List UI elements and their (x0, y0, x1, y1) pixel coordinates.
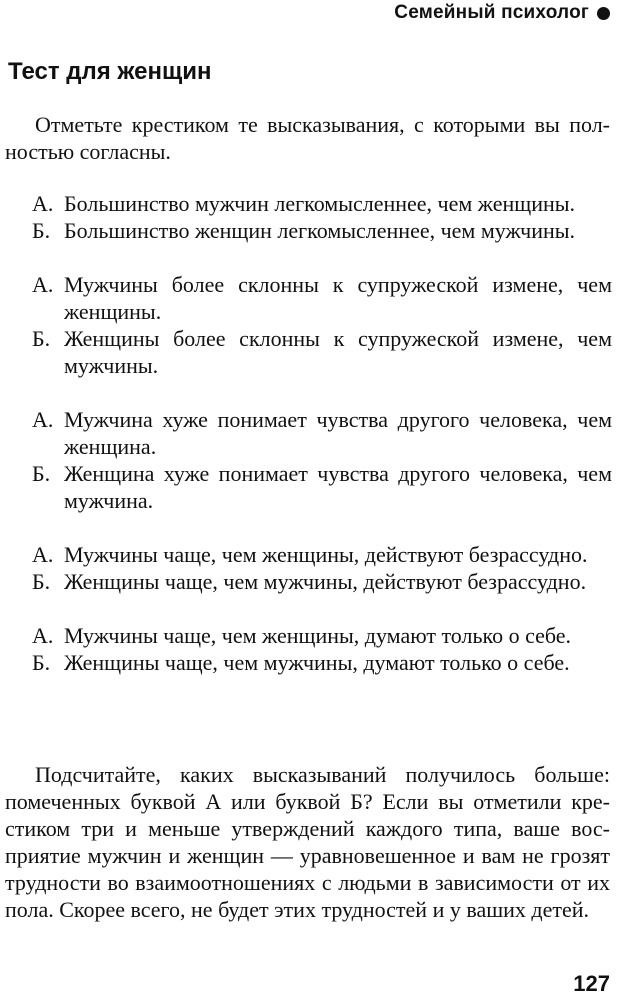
statement-letter: Б. (32, 650, 51, 675)
statement-pair-2 (32, 271, 612, 379)
statement-a (32, 190, 612, 217)
statement-b (32, 568, 612, 595)
running-head (394, 2, 610, 24)
statement-text: Мужчины чаще, чем женщины, действуют безрассудно. (64, 542, 588, 567)
statement-pair-5 (32, 622, 612, 676)
statement-b (32, 460, 612, 514)
statement-letter: Б. (32, 569, 51, 594)
intro-paragraph: Отметьте крестиком те высказывания, с которыми вы полностью согласны. (5, 112, 610, 164)
summary-paragraph: Подсчитайте, каких высказываний получилось больше: помеченных буквой А или буквой Б? Если вы отметили крестиком три и меньше утверждений каждого типа, ваше восприятие мужчин и женщин — уравновешенное и вам не грозят трудности во взаимоотношениях с людьми в зависимости от их пола. Скорее всего, не будет этих трудностей и у ваших детей. (5, 762, 610, 922)
statement-b (32, 217, 612, 244)
statement-text: Большинство мужчин легкомысленнее, чем женщины. (64, 191, 576, 216)
bullet-dot-icon (597, 7, 610, 20)
statement-text: Большинство женщин легкомысленнее, чем мужчины. (64, 218, 576, 243)
statement-pair-1 (32, 190, 612, 244)
statement-text: Женщина хуже понимает чувства другого человека, чем мужчина. (64, 461, 612, 513)
statement-text: Мужчины более склонны к супружеской измене, чем женщины. (64, 272, 612, 324)
statement-b (32, 325, 612, 379)
statement-letter: Б. (32, 461, 51, 486)
statement-a (32, 271, 612, 325)
statement-b (32, 649, 612, 676)
statement-text: Женщины чаще, чем мужчины, думают только о себе. (64, 650, 570, 675)
statement-text: Мужчина хуже понимает чувства другого человека, чем женщина. (64, 407, 612, 459)
section-title: Тест для женщин (8, 58, 212, 85)
statement-letter: А. (32, 542, 54, 567)
statement-letter: Б. (32, 326, 51, 351)
statement-pairs (32, 190, 612, 703)
statement-a (32, 541, 612, 568)
statement-text: Женщины чаще, чем мужчины, действуют безрассудно. (64, 569, 587, 594)
statement-letter: Б. (32, 218, 51, 243)
statement-letter: А. (32, 191, 54, 216)
statement-pair-4 (32, 541, 612, 595)
page-number: 127 (573, 971, 610, 996)
statement-letter: А. (32, 272, 54, 297)
statement-letter: А. (32, 407, 54, 432)
statement-text: Мужчины чаще, чем женщины, думают только о себе. (64, 623, 572, 648)
running-title: Семейный психолог (394, 2, 589, 23)
statement-pair-3 (32, 406, 612, 514)
statement-a (32, 622, 612, 649)
statement-text: Женщины более склонны к супружеской измене, чем мужчины. (64, 326, 612, 378)
statement-a (32, 406, 612, 460)
statement-letter: А. (32, 623, 54, 648)
